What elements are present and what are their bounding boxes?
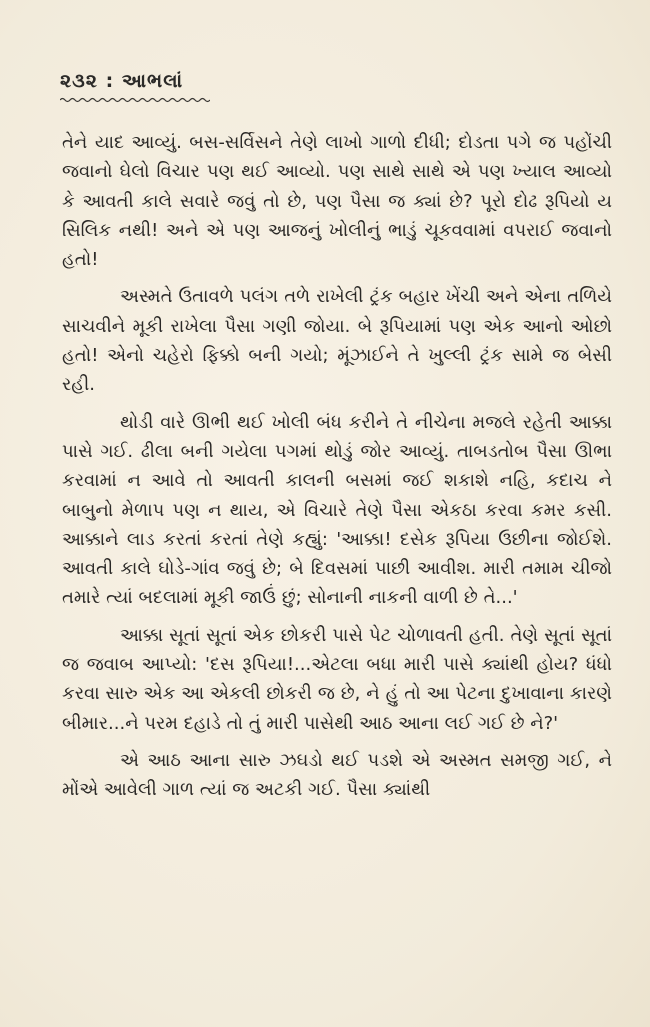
header-separator: : [105,70,115,92]
book-title: આભલાં [121,70,184,92]
paragraph-4: આક્કા સૂતાં સૂતાં એક છોકરી પાસે પેટ ચોળાવતી હતી. તેણે સૂતાં સૂતાં જ જવાબ આપ્યો: 'દસ રૂપિયા!...એટલા બધા મારી પાસે ક્યાંથી હોય? ધંધો કરવા સારુ એક આ એકલી છોકરી જ છે, ને હું તો આ પેટના દુખાવાના કારણે બીમાર...ને પરમ દહાડે તો તું મારી પાસેથી આઠ આના લઈ ગઈ છે ને?' [62,624,612,734]
paragraph-1: તેને યાદ આવ્યું. બસ-સર્વિસને તેણે લાખો ગાળો દીધી; દોડતા પગે જ પહોંચી જવાનો ઘેલો વિચાર પણ થઈ આવ્યો. પણ સાથે સાથે એ પણ ખ્યાલ આવ્યો કે આવતી કાલે સવારે જવું તો છે, પણ પૈસા જ ક્યાં છે? પૂરો દોઢ રૂપિયો ય સિલિક નથી! અને એ પણ આજનું ખોલીનું ભાડું ચૂકવવામાં વપરાઈ જવાનો હતો! [62,132,612,271]
paragraph-5: એ આઠ આના સારુ ઝઘડો થઈ પડશે એ અસ્મત સમજી ગઈ, ને મોંએ આવેલી ગાળ ત્યાં જ અટકી ગઈ. પૈસા ક્યાંથી [62,749,612,801]
wavy-underline-ornament [60,97,210,103]
running-header [60,70,183,92]
paragraph-3: થોડી વારે ઊભી થઈ ખોલી બંધ કરીને તે નીચેના મજલે રહેતી આક્કા પાસે ગઈ. ઢીલા બની ગયેલા પગમાં થોડું જોર આવ્યું. તાબડતોબ પૈસા ઊભા કરવામાં ન આવે તો આવતી કાલની બસમાં જઈ શકાશે નહિ, કદાચ ને બાબુનો મેળાપ પણ ન થાય, એ વિચારે તેણે પૈસા એકઠા કરવા કમર કસી. આક્કાને લાડ કરતાં કરતાં તેણે કહ્યું: 'આક્કા! દસેક રૂપિયા ઉછીના જોઈશે. આવતી કાલે ઘોડે-ગાંવ જવું છે; બે દિવસમાં પાછી આવીશ. મારી તમામ ચીજો તમારે ત્યાં બદલામાં મૂકી જાઉં છું; સોનાની નાકની વાળી છે તે...' [62,411,612,609]
paragraph-2: અસ્મતે ઉતાવળે પલંગ તળે રાખેલી ટ્રંક બહાર ખેંચી અને એના તળિયે સાચવીને મૂકી રાખેલા પૈસા ગણી જોયા. બે રૂપિયામાં પણ એક આનો ઓછો હતો! એનો ચહેરો ફિક્કો બની ગયો; મૂંઝાઈને તે ખુલ્લી ટ્રંક સામે જ બેસી રહી. [62,286,612,396]
body-text [62,128,612,813]
page-number: ૨૩૨ [60,70,98,92]
